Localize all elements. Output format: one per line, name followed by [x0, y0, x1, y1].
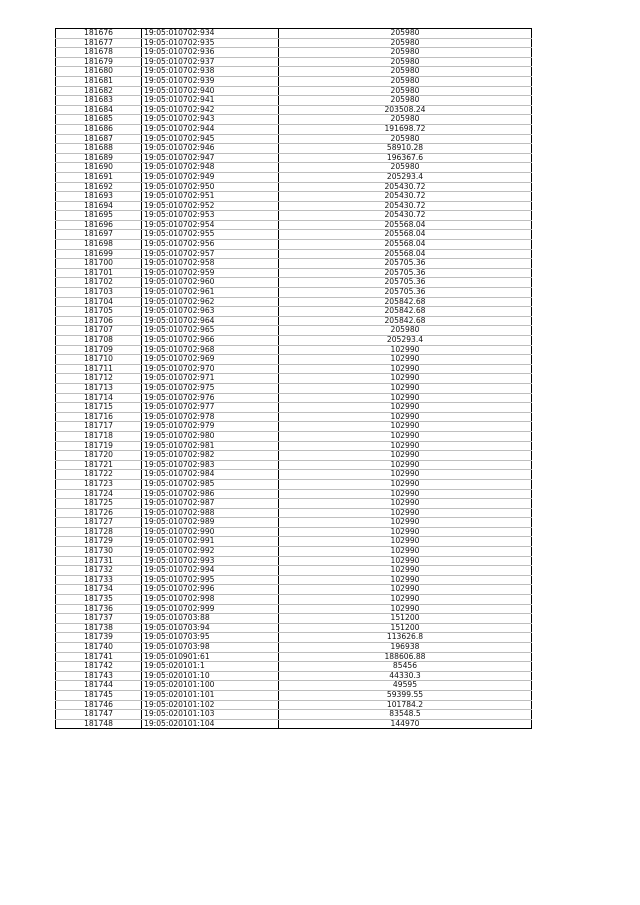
cadastral-value-cell: 205980 — [279, 57, 532, 67]
cadastral-value-cell: 205430.72 — [279, 192, 532, 202]
row-number-cell: 181723 — [56, 479, 142, 489]
cadastral-number-cell: 19:05:020101:10 — [142, 671, 279, 681]
cadastral-number-cell: 19:05:010702:966 — [142, 336, 279, 346]
cadastral-number-cell: 19:05:010702:970 — [142, 364, 279, 374]
table-row — [56, 518, 532, 528]
cadastral-value-cell: 102990 — [279, 345, 532, 355]
cadastral-number-cell: 19:05:010702:978 — [142, 412, 279, 422]
row-number-cell: 181681 — [56, 76, 142, 86]
row-number-cell: 181700 — [56, 259, 142, 269]
row-number-cell: 181682 — [56, 86, 142, 96]
table-row — [56, 595, 532, 605]
table-row — [56, 144, 532, 154]
row-number-cell: 181711 — [56, 364, 142, 374]
cadastral-value-cell: 102990 — [279, 403, 532, 413]
row-number-cell: 181743 — [56, 671, 142, 681]
cadastral-number-cell: 19:05:010703:95 — [142, 633, 279, 643]
table-row — [56, 182, 532, 192]
cadastral-number-cell: 19:05:010702:965 — [142, 326, 279, 336]
row-number-cell: 181732 — [56, 566, 142, 576]
row-number-cell: 181733 — [56, 575, 142, 585]
row-number-cell: 181730 — [56, 547, 142, 557]
cadastral-number-cell: 19:05:020101:101 — [142, 690, 279, 700]
cadastral-number-cell: 19:05:010702:938 — [142, 67, 279, 77]
cadastral-number-cell: 19:05:010702:939 — [142, 76, 279, 86]
row-number-cell: 181708 — [56, 336, 142, 346]
cadastral-number-cell: 19:05:010702:994 — [142, 566, 279, 576]
cadastral-number-cell: 19:05:010702:958 — [142, 259, 279, 269]
cadastral-value-cell: 102990 — [279, 355, 532, 365]
table-row — [56, 470, 532, 480]
row-number-cell: 181713 — [56, 383, 142, 393]
table-row — [56, 652, 532, 662]
table-row — [56, 556, 532, 566]
table-row — [56, 124, 532, 134]
cadastral-value-cell: 102990 — [279, 508, 532, 518]
cadastral-number-cell: 19:05:010702:999 — [142, 604, 279, 614]
cadastral-number-cell: 19:05:020101:102 — [142, 700, 279, 710]
cadastral-number-cell: 19:05:010702:985 — [142, 479, 279, 489]
cadastral-number-cell: 19:05:010702:986 — [142, 489, 279, 499]
table-row — [56, 105, 532, 115]
table-row — [56, 489, 532, 499]
cadastral-number-cell: 19:05:010702:992 — [142, 547, 279, 557]
table-row — [56, 29, 532, 39]
cadastral-value-cell: 102990 — [279, 383, 532, 393]
cadastral-number-cell: 19:05:010702:988 — [142, 508, 279, 518]
cadastral-value-cell: 102990 — [279, 489, 532, 499]
cadastral-value-cell: 102990 — [279, 575, 532, 585]
cadastral-number-cell: 19:05:010703:88 — [142, 614, 279, 624]
cadastral-number-cell: 19:05:010702:976 — [142, 393, 279, 403]
row-number-cell: 181727 — [56, 518, 142, 528]
row-number-cell: 181695 — [56, 211, 142, 221]
row-number-cell: 181679 — [56, 57, 142, 67]
row-number-cell: 181701 — [56, 268, 142, 278]
cadastral-number-cell: 19:05:010702:940 — [142, 86, 279, 96]
cadastral-number-cell: 19:05:010702:936 — [142, 48, 279, 58]
table-row — [56, 431, 532, 441]
cadastral-number-cell: 19:05:010702:957 — [142, 249, 279, 259]
row-number-cell: 181706 — [56, 316, 142, 326]
table-row — [56, 479, 532, 489]
row-number-cell: 181683 — [56, 96, 142, 106]
table-row — [56, 537, 532, 547]
row-number-cell: 181734 — [56, 585, 142, 595]
table-row — [56, 393, 532, 403]
row-number-cell: 181698 — [56, 240, 142, 250]
table-row — [56, 719, 532, 729]
table-row — [56, 86, 532, 96]
cadastral-number-cell: 19:05:010702:953 — [142, 211, 279, 221]
table-row — [56, 700, 532, 710]
cadastral-value-cell: 102990 — [279, 518, 532, 528]
cadastral-value-cell: 102990 — [279, 547, 532, 557]
cadastral-value-cell: 205980 — [279, 48, 532, 58]
table-row — [56, 633, 532, 643]
cadastral-value-cell: 205980 — [279, 134, 532, 144]
cadastral-value-cell: 151200 — [279, 623, 532, 633]
table-row — [56, 57, 532, 67]
cadastral-value-cell: 205980 — [279, 67, 532, 77]
row-number-cell: 181685 — [56, 115, 142, 125]
row-number-cell: 181716 — [56, 412, 142, 422]
table-row — [56, 499, 532, 509]
cadastral-value-cell: 205430.72 — [279, 201, 532, 211]
cadastral-number-cell: 19:05:010702:934 — [142, 29, 279, 39]
table-row — [56, 422, 532, 432]
cadastral-number-cell: 19:05:010702:951 — [142, 192, 279, 202]
row-number-cell: 181680 — [56, 67, 142, 77]
cadastral-value-cell: 101784.2 — [279, 700, 532, 710]
cadastral-value-cell: 102990 — [279, 556, 532, 566]
cadastral-number-cell: 19:05:010702:962 — [142, 297, 279, 307]
cadastral-value-cell: 102990 — [279, 595, 532, 605]
cadastral-number-cell: 19:05:010702:993 — [142, 556, 279, 566]
cadastral-number-cell: 19:05:010702:989 — [142, 518, 279, 528]
table-row — [56, 230, 532, 240]
cadastral-number-cell: 19:05:010702:991 — [142, 537, 279, 547]
table-row — [56, 643, 532, 653]
cadastral-value-cell: 102990 — [279, 537, 532, 547]
row-number-cell: 181712 — [56, 374, 142, 384]
cadastral-value-cell: 113626.8 — [279, 633, 532, 643]
cadastral-number-cell: 19:05:010702:942 — [142, 105, 279, 115]
cadastral-value-cell: 205705.36 — [279, 268, 532, 278]
cadastral-value-cell: 44330.3 — [279, 671, 532, 681]
table-row — [56, 355, 532, 365]
row-number-cell: 181678 — [56, 48, 142, 58]
table-row — [56, 336, 532, 346]
cadastral-number-cell: 19:05:010702:956 — [142, 240, 279, 250]
cadastral-value-cell: 205430.72 — [279, 182, 532, 192]
row-number-cell: 181694 — [56, 201, 142, 211]
cadastral-number-cell: 19:05:010702:941 — [142, 96, 279, 106]
row-number-cell: 181728 — [56, 527, 142, 537]
cadastral-number-cell: 19:05:010702:955 — [142, 230, 279, 240]
cadastral-number-cell: 19:05:010702:998 — [142, 595, 279, 605]
row-number-cell: 181739 — [56, 633, 142, 643]
row-number-cell: 181696 — [56, 220, 142, 230]
row-number-cell: 181688 — [56, 144, 142, 154]
table-row — [56, 201, 532, 211]
table-row — [56, 67, 532, 77]
table-row — [56, 374, 532, 384]
table-row — [56, 192, 532, 202]
row-number-cell: 181722 — [56, 470, 142, 480]
cadastral-number-cell: 19:05:010702:935 — [142, 38, 279, 48]
cadastral-number-cell: 19:05:010702:987 — [142, 499, 279, 509]
cadastral-number-cell: 19:05:010702:960 — [142, 278, 279, 288]
row-number-cell: 181690 — [56, 163, 142, 173]
table-row — [56, 38, 532, 48]
cadastral-number-cell: 19:05:010702:945 — [142, 134, 279, 144]
row-number-cell: 181707 — [56, 326, 142, 336]
cadastral-number-cell: 19:05:010901:61 — [142, 652, 279, 662]
cadastral-value-cell: 203508.24 — [279, 105, 532, 115]
cadastral-number-cell: 19:05:010702:946 — [142, 144, 279, 154]
cadastral-value-cell: 58910.28 — [279, 144, 532, 154]
row-number-cell: 181714 — [56, 393, 142, 403]
row-number-cell: 181699 — [56, 249, 142, 259]
row-number-cell: 181725 — [56, 499, 142, 509]
cadastral-value-cell: 102990 — [279, 585, 532, 595]
cadastral-value-cell: 102990 — [279, 412, 532, 422]
row-number-cell: 181693 — [56, 192, 142, 202]
table-row — [56, 527, 532, 537]
row-number-cell: 181687 — [56, 134, 142, 144]
cadastral-number-cell: 19:05:010702:968 — [142, 345, 279, 355]
cadastral-value-cell: 102990 — [279, 374, 532, 384]
row-number-cell: 181748 — [56, 719, 142, 729]
cadastral-number-cell: 19:05:010702:950 — [142, 182, 279, 192]
cadastral-value-cell: 205705.36 — [279, 259, 532, 269]
cadastral-value-cell: 205568.04 — [279, 240, 532, 250]
row-number-cell: 181729 — [56, 537, 142, 547]
row-number-cell: 181744 — [56, 681, 142, 691]
row-number-cell: 181691 — [56, 172, 142, 182]
cadastral-value-cell: 205568.04 — [279, 220, 532, 230]
cadastral-value-cell: 205980 — [279, 29, 532, 39]
cadastral-value-cell: 196367.6 — [279, 153, 532, 163]
table-row — [56, 240, 532, 250]
cadastral-number-cell: 19:05:010702:947 — [142, 153, 279, 163]
cadastral-value-cell: 205568.04 — [279, 230, 532, 240]
table-row — [56, 623, 532, 633]
cadastral-number-cell: 19:05:010702:981 — [142, 441, 279, 451]
cadastral-number-cell: 19:05:020101:103 — [142, 710, 279, 720]
row-number-cell: 181737 — [56, 614, 142, 624]
table-row — [56, 211, 532, 221]
cadastral-value-cell: 59399.55 — [279, 690, 532, 700]
table-row — [56, 96, 532, 106]
row-number-cell: 181745 — [56, 690, 142, 700]
row-number-cell: 181719 — [56, 441, 142, 451]
row-number-cell: 181686 — [56, 124, 142, 134]
cadastral-number-cell: 19:05:010702:964 — [142, 316, 279, 326]
cadastral-value-cell: 144970 — [279, 719, 532, 729]
row-number-cell: 181710 — [56, 355, 142, 365]
cadastral-number-cell: 19:05:010702:980 — [142, 431, 279, 441]
cadastral-value-cell: 205842.68 — [279, 316, 532, 326]
cadastral-value-cell: 205980 — [279, 326, 532, 336]
row-number-cell: 181735 — [56, 595, 142, 605]
cadastral-value-cell: 49595 — [279, 681, 532, 691]
table-row — [56, 115, 532, 125]
row-number-cell: 181689 — [56, 153, 142, 163]
cadastral-value-cell: 85456 — [279, 662, 532, 672]
row-number-cell: 181692 — [56, 182, 142, 192]
row-number-cell: 181736 — [56, 604, 142, 614]
cadastral-number-cell: 19:05:010702:984 — [142, 470, 279, 480]
row-number-cell: 181676 — [56, 29, 142, 39]
row-number-cell: 181705 — [56, 307, 142, 317]
table-row — [56, 460, 532, 470]
row-number-cell: 181703 — [56, 288, 142, 298]
table-row — [56, 316, 532, 326]
cadastral-value-cell: 102990 — [279, 470, 532, 480]
cadastral-value-cell: 205980 — [279, 86, 532, 96]
row-number-cell: 181726 — [56, 508, 142, 518]
row-number-cell: 181746 — [56, 700, 142, 710]
cadastral-number-cell: 19:05:010702:937 — [142, 57, 279, 67]
table-row — [56, 345, 532, 355]
cadastral-value-cell: 205980 — [279, 115, 532, 125]
cadastral-value-cell: 188606.88 — [279, 652, 532, 662]
cadastral-number-cell: 19:05:010702:949 — [142, 172, 279, 182]
cadastral-number-cell: 19:05:020101:1 — [142, 662, 279, 672]
row-number-cell: 181704 — [56, 297, 142, 307]
cadastral-value-cell: 102990 — [279, 527, 532, 537]
cadastral-value-cell: 102990 — [279, 499, 532, 509]
table-row — [56, 441, 532, 451]
cadastral-number-cell: 19:05:010702:963 — [142, 307, 279, 317]
table-row — [56, 662, 532, 672]
table-row — [56, 575, 532, 585]
table-row — [56, 604, 532, 614]
cadastral-value-cell: 102990 — [279, 422, 532, 432]
cadastral-value-cell: 196938 — [279, 643, 532, 653]
table-row — [56, 288, 532, 298]
row-number-cell: 181738 — [56, 623, 142, 633]
row-number-cell: 181718 — [56, 431, 142, 441]
row-number-cell: 181741 — [56, 652, 142, 662]
cadastral-value-cell: 205980 — [279, 96, 532, 106]
cadastral-value-cell: 205980 — [279, 38, 532, 48]
cadastral-value-cell: 151200 — [279, 614, 532, 624]
table-row — [56, 383, 532, 393]
cadastral-value-cell: 83548.5 — [279, 710, 532, 720]
row-number-cell: 181684 — [56, 105, 142, 115]
cadastral-value-cell: 205705.36 — [279, 278, 532, 288]
row-number-cell: 181717 — [56, 422, 142, 432]
table-row — [56, 710, 532, 720]
cadastral-number-cell: 19:05:010702:959 — [142, 268, 279, 278]
table-row — [56, 566, 532, 576]
cadastral-value-cell: 205842.68 — [279, 307, 532, 317]
cadastral-number-cell: 19:05:010702:977 — [142, 403, 279, 413]
cadastral-value-cell: 102990 — [279, 431, 532, 441]
row-number-cell: 181677 — [56, 38, 142, 48]
table-row — [56, 220, 532, 230]
cadastral-number-cell: 19:05:020101:100 — [142, 681, 279, 691]
table-row — [56, 153, 532, 163]
table-row — [56, 326, 532, 336]
table-row — [56, 163, 532, 173]
table-row — [56, 412, 532, 422]
cadastral-number-cell: 19:05:010702:954 — [142, 220, 279, 230]
cadastral-value-cell: 205980 — [279, 163, 532, 173]
row-number-cell: 181731 — [56, 556, 142, 566]
table-row — [56, 76, 532, 86]
cadastral-number-cell: 19:05:010702:971 — [142, 374, 279, 384]
cadastral-number-cell: 19:05:010702:996 — [142, 585, 279, 595]
table-row — [56, 451, 532, 461]
row-number-cell: 181742 — [56, 662, 142, 672]
row-number-cell: 181721 — [56, 460, 142, 470]
row-number-cell: 181697 — [56, 230, 142, 240]
table-row — [56, 259, 532, 269]
cadastral-value-cell: 205293.4 — [279, 172, 532, 182]
row-number-cell: 181720 — [56, 451, 142, 461]
cadastral-value-cell: 102990 — [279, 451, 532, 461]
cadastral-value-cell: 102990 — [279, 460, 532, 470]
table-row — [56, 681, 532, 691]
table-row — [56, 403, 532, 413]
cadastral-value-cell: 205980 — [279, 76, 532, 86]
cadastral-number-cell: 19:05:010702:990 — [142, 527, 279, 537]
cadastral-number-cell: 19:05:010702:948 — [142, 163, 279, 173]
cadastral-value-cell: 205293.4 — [279, 336, 532, 346]
cadastral-number-cell: 19:05:010702:979 — [142, 422, 279, 432]
row-number-cell: 181724 — [56, 489, 142, 499]
cadastral-value-table — [55, 28, 532, 729]
row-number-cell: 181715 — [56, 403, 142, 413]
cadastral-value-cell: 205568.04 — [279, 249, 532, 259]
cadastral-value-cell: 205842.68 — [279, 297, 532, 307]
row-number-cell: 181740 — [56, 643, 142, 653]
cadastral-number-cell: 19:05:010702:943 — [142, 115, 279, 125]
cadastral-number-cell: 19:05:010703:98 — [142, 643, 279, 653]
table-row — [56, 297, 532, 307]
table-row — [56, 48, 532, 58]
table-row — [56, 690, 532, 700]
cadastral-number-cell: 19:05:010702:983 — [142, 460, 279, 470]
cadastral-value-cell: 102990 — [279, 604, 532, 614]
cadastral-number-cell: 19:05:010702:982 — [142, 451, 279, 461]
cadastral-number-cell: 19:05:010702:961 — [142, 288, 279, 298]
cadastral-value-cell: 205705.36 — [279, 288, 532, 298]
cadastral-number-cell: 19:05:010702:944 — [142, 124, 279, 134]
cadastral-number-cell: 19:05:020101:104 — [142, 719, 279, 729]
table-row — [56, 508, 532, 518]
table-row — [56, 364, 532, 374]
cadastral-number-cell: 19:05:010702:995 — [142, 575, 279, 585]
cadastral-value-cell: 102990 — [279, 441, 532, 451]
table-row — [56, 307, 532, 317]
row-number-cell: 181747 — [56, 710, 142, 720]
table-row — [56, 614, 532, 624]
cadastral-value-cell: 102990 — [279, 566, 532, 576]
table-row — [56, 268, 532, 278]
row-number-cell: 181709 — [56, 345, 142, 355]
table-row — [56, 172, 532, 182]
table-row — [56, 671, 532, 681]
table-row — [56, 249, 532, 259]
cadastral-value-cell: 102990 — [279, 479, 532, 489]
table-body — [56, 29, 532, 729]
table-row — [56, 134, 532, 144]
table-row — [56, 585, 532, 595]
row-number-cell: 181702 — [56, 278, 142, 288]
cadastral-number-cell: 19:05:010703:94 — [142, 623, 279, 633]
cadastral-number-cell: 19:05:010702:952 — [142, 201, 279, 211]
table-row — [56, 547, 532, 557]
cadastral-value-cell: 102990 — [279, 364, 532, 374]
cadastral-number-cell: 19:05:010702:969 — [142, 355, 279, 365]
cadastral-value-cell: 205430.72 — [279, 211, 532, 221]
table-row — [56, 278, 532, 288]
cadastral-value-cell: 191698.72 — [279, 124, 532, 134]
cadastral-number-cell: 19:05:010702:975 — [142, 383, 279, 393]
cadastral-value-cell: 102990 — [279, 393, 532, 403]
